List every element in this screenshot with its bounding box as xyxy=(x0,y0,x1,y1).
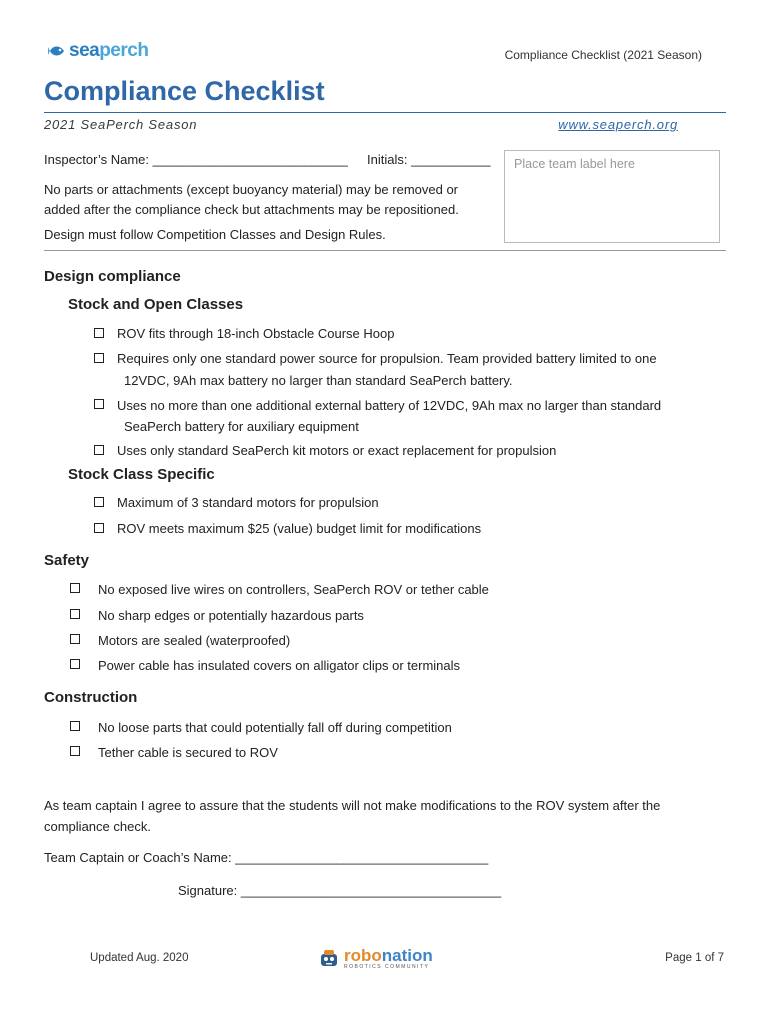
agreement-line-1: As team captain I agree to assure that the students will not make modifications to the ROV system after the xyxy=(44,798,661,813)
checklist-item-label: No loose parts that could potentially fall off during competition xyxy=(98,720,452,735)
checklist-item-label-cont: SeaPerch battery for auxiliary equipment xyxy=(124,419,359,434)
checklist-item-label: Uses only standard SeaPerch kit motors or exact replacement for propulsion xyxy=(117,443,557,458)
checklist-item-label: Tether cable is secured to ROV xyxy=(98,745,278,760)
checklist-item-label: Motors are sealed (waterproofed) xyxy=(98,633,291,648)
checklist-item-label: Power cable has insulated covers on alligator clips or terminals xyxy=(98,658,461,673)
note-line-3: Design must follow Competition Classes and Design Rules. xyxy=(44,227,386,242)
stock-class-heading: Stock Class Specific xyxy=(68,466,215,483)
checklist-item-label: Requires only one standard power source for propulsion. Team provided battery limited to one xyxy=(117,351,657,366)
checkbox[interactable] xyxy=(70,583,80,593)
robot-icon xyxy=(318,948,340,970)
checkbox[interactable] xyxy=(94,497,104,507)
note-line-1: No parts or attachments (except buoyancy material) may be removed or xyxy=(44,182,459,197)
checkbox[interactable] xyxy=(70,721,80,731)
checklist-item-label: No exposed live wires on controllers, SeaPerch ROV or tether cable xyxy=(98,582,489,597)
seaperch-wordmark: seaperch xyxy=(69,40,149,61)
checklist-item-label: ROV meets maximum $25 (value) budget limit for modifications xyxy=(117,521,482,536)
checkbox[interactable] xyxy=(70,634,80,644)
note-line-2: added after the compliance check but attachments may be repositioned. xyxy=(44,202,459,217)
design-compliance-heading: Design compliance xyxy=(44,268,181,285)
season-subtitle: 2021 SeaPerch Season xyxy=(44,117,198,132)
section-divider xyxy=(44,250,726,251)
team-label-box[interactable] xyxy=(504,150,720,243)
checkbox[interactable] xyxy=(94,445,104,455)
checklist-item-label: ROV fits through 18-inch Obstacle Course Hoop xyxy=(117,326,395,341)
construction-heading: Construction xyxy=(44,689,138,706)
page-title: Compliance Checklist xyxy=(44,76,325,106)
website-link[interactable]: www.seaperch.org xyxy=(558,117,678,132)
title-divider xyxy=(44,112,726,113)
updated-date: Updated Aug. 2020 xyxy=(90,952,189,964)
initials-field[interactable]: Initials: ___________ xyxy=(367,152,491,167)
checkbox[interactable] xyxy=(70,659,80,669)
checkbox[interactable] xyxy=(94,353,104,363)
stock-open-heading: Stock and Open Classes xyxy=(68,296,244,313)
checkbox[interactable] xyxy=(94,399,104,409)
checkbox[interactable] xyxy=(70,746,80,756)
checkbox[interactable] xyxy=(94,328,104,338)
robonation-wordmark: robonation ROBOTICS COMMUNITY xyxy=(344,946,433,970)
robonation-logo xyxy=(318,948,433,970)
team-label-placeholder: Place team label here xyxy=(514,157,635,171)
header-doc-label: Compliance Checklist (2021 Season) xyxy=(504,48,702,62)
checklist-item-label: Uses no more than one additional external battery of 12VDC, 9Ah max no larger than standard xyxy=(117,398,662,413)
seaperch-logo xyxy=(48,40,148,62)
captain-name-field[interactable]: Team Captain or Coach’s Name: ___________________________________ xyxy=(44,850,489,865)
signature-field[interactable]: Signature: ____________________________________ xyxy=(178,883,502,898)
checklist-item-label-cont: 12VDC, 9Ah max battery no larger than standard SeaPerch battery. xyxy=(124,373,513,388)
agreement-line-2: compliance check. xyxy=(44,819,151,834)
checklist-item-label: No sharp edges or potentially hazardous parts xyxy=(98,608,364,623)
seaperch-fish-icon xyxy=(48,43,66,59)
safety-heading: Safety xyxy=(44,552,90,569)
page-number: Page 1 of 7 xyxy=(665,952,724,964)
checkbox[interactable] xyxy=(70,609,80,619)
inspector-name-field[interactable]: Inspector’s Name: ___________________________ xyxy=(44,152,348,167)
checkbox[interactable] xyxy=(94,523,104,533)
checklist-item-label: Maximum of 3 standard motors for propulsion xyxy=(117,495,379,510)
